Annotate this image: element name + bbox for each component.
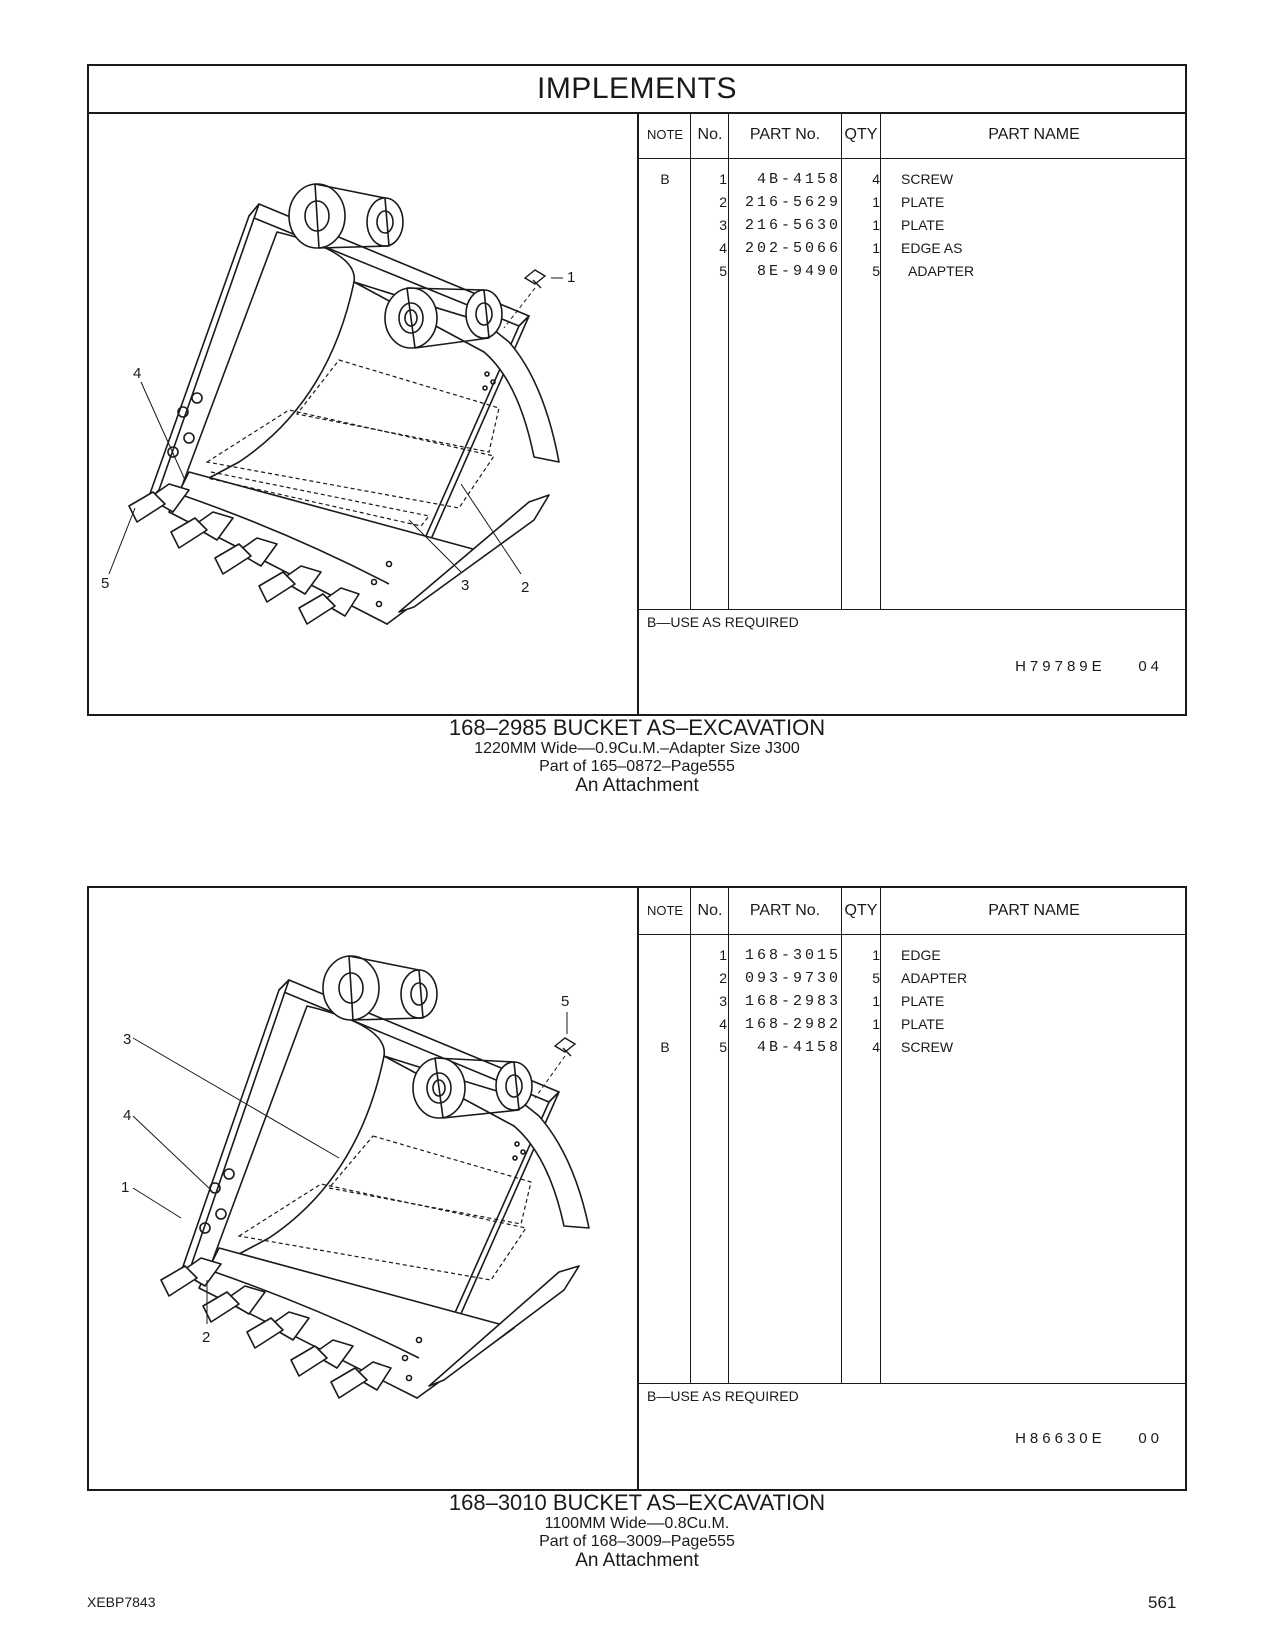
parts-table-1 xyxy=(639,112,1185,714)
table-row xyxy=(639,214,1185,237)
cell-part-no: 202-5066 xyxy=(744,240,841,257)
cell-part-name: PLATE xyxy=(901,993,945,1009)
cell-part-name: ADAPTER xyxy=(901,970,968,986)
header-part-name: PART NAME xyxy=(988,902,1080,919)
table-row xyxy=(639,990,1185,1013)
cell-part-name: PLATE xyxy=(901,1016,945,1032)
cell-note xyxy=(639,944,691,967)
callout-3: 3 xyxy=(461,577,470,594)
cell-qty: 1 xyxy=(872,947,880,963)
caption-line: Part of 168–3009–Page555 xyxy=(539,1533,735,1550)
cell-qty: 1 xyxy=(872,993,880,1009)
table-row xyxy=(639,1036,1185,1059)
bucket-drawing-icon xyxy=(89,888,637,1489)
cell-no: 2 xyxy=(719,194,727,210)
table-row xyxy=(639,168,1185,191)
table-row xyxy=(639,944,1185,967)
cell-note xyxy=(639,967,691,990)
parts-panel-1 xyxy=(87,64,1187,716)
caption-2 xyxy=(87,1491,1187,1570)
bucket-drawing-icon xyxy=(89,112,637,714)
cell-qty: 5 xyxy=(872,970,880,986)
table-row xyxy=(639,1013,1185,1036)
caption-attachment: An Attachment xyxy=(575,775,699,796)
cell-qty: 4 xyxy=(872,171,880,187)
footnote-text: B―USE AS REQUIRED xyxy=(647,614,799,630)
parts-panel-2 xyxy=(87,886,1187,1491)
header-no: No. xyxy=(697,126,723,143)
cell-no: 5 xyxy=(719,1039,727,1055)
callout-5: 5 xyxy=(101,575,110,592)
cell-part-no: 8E-9490 xyxy=(756,263,841,280)
panel-title: IMPLEMENTS xyxy=(89,66,1185,114)
bucket-illustration-2 xyxy=(89,888,639,1489)
cell-qty: 1 xyxy=(872,217,880,233)
cell-no: 4 xyxy=(719,1016,727,1032)
callout-3: 3 xyxy=(123,1031,132,1048)
parts-table-2 xyxy=(639,888,1185,1489)
document-code: XEBP7843 xyxy=(87,1594,156,1610)
cell-no: 2 xyxy=(719,970,727,986)
callout-5: 5 xyxy=(561,993,570,1010)
cell-qty: 5 xyxy=(872,263,880,279)
caption-attachment: An Attachment xyxy=(575,1550,699,1571)
cell-no: 3 xyxy=(719,217,727,233)
callout-2: 2 xyxy=(521,579,530,596)
cell-part-no: 168-2983 xyxy=(744,993,841,1010)
header-qty: QTY xyxy=(844,902,878,919)
page-number: 561 xyxy=(1148,1593,1177,1612)
table-row xyxy=(639,237,1185,260)
caption-title: 168–2985 BUCKET AS–EXCAVATION xyxy=(448,715,826,740)
cell-part-no: 4B-4158 xyxy=(756,171,841,188)
header-part-no: PART No. xyxy=(749,126,821,143)
cell-part-name: SCREW xyxy=(901,1039,954,1055)
table-header xyxy=(639,112,1185,159)
table-footnote xyxy=(639,1383,1185,1489)
caption-title: 168–3010 BUCKET AS–EXCAVATION xyxy=(448,1490,826,1515)
cell-no: 3 xyxy=(719,993,727,1009)
cell-part-no: 216-5630 xyxy=(744,217,841,234)
cell-note: B xyxy=(660,1039,670,1055)
cell-part-no: 4B-4158 xyxy=(756,1039,841,1056)
bucket-illustration-1 xyxy=(89,112,639,714)
cell-qty: 1 xyxy=(872,240,880,256)
cell-qty: 4 xyxy=(872,1039,880,1055)
cell-no: 1 xyxy=(719,947,727,963)
callout-2: 2 xyxy=(202,1329,211,1346)
cell-part-no: 168-3015 xyxy=(744,947,841,964)
cell-no: 5 xyxy=(719,263,727,279)
cell-note xyxy=(639,237,691,260)
cell-part-name: EDGE AS xyxy=(901,240,963,256)
cell-note xyxy=(639,990,691,1013)
cell-part-name: PLATE xyxy=(901,217,945,233)
cell-part-name: EDGE xyxy=(901,947,941,963)
table-row xyxy=(639,191,1185,214)
table-row xyxy=(639,967,1185,990)
cell-qty: 1 xyxy=(872,194,880,210)
header-note: NOTE xyxy=(646,127,684,142)
callout-4: 4 xyxy=(133,365,142,382)
cell-part-no: 216-5629 xyxy=(744,194,841,211)
header-part-no: PART No. xyxy=(749,902,821,919)
table-row xyxy=(639,260,1185,283)
callout-1: 1 xyxy=(121,1179,130,1196)
cell-note xyxy=(639,214,691,237)
header-note: NOTE xyxy=(646,903,684,918)
cell-part-name: ADAPTER xyxy=(901,263,975,279)
cell-note xyxy=(639,1013,691,1036)
cell-note: B xyxy=(660,171,670,187)
cell-part-no: 168-2982 xyxy=(744,1016,841,1033)
caption-line: Part of 165–0872–Page555 xyxy=(539,758,735,775)
cell-part-name: SCREW xyxy=(901,171,954,187)
cell-no: 1 xyxy=(719,171,727,187)
header-qty: QTY xyxy=(844,126,878,143)
table-footnote xyxy=(639,609,1185,714)
caption-line: 1100MM Wide––0.8Cu.M. xyxy=(544,1515,730,1532)
cell-no: 4 xyxy=(719,240,727,256)
cell-note xyxy=(639,191,691,214)
cell-part-name: PLATE xyxy=(901,194,945,210)
drawing-reference: H86630E 00 xyxy=(1015,1430,1163,1447)
cell-qty: 1 xyxy=(872,1016,880,1032)
cell-part-no: 093-9730 xyxy=(744,970,841,987)
drawing-reference: H79789E 04 xyxy=(1015,658,1163,675)
caption-line: 1220MM Wide––0.9Cu.M.–Adapter Size J300 xyxy=(474,740,800,757)
table-header xyxy=(639,888,1185,935)
callout-4: 4 xyxy=(123,1107,132,1124)
cell-note xyxy=(639,260,691,283)
footnote-text: B―USE AS REQUIRED xyxy=(647,1388,799,1404)
header-part-name: PART NAME xyxy=(988,126,1080,143)
caption-1 xyxy=(87,716,1187,795)
header-no: No. xyxy=(697,902,723,919)
callout-1: 1 xyxy=(567,269,576,286)
